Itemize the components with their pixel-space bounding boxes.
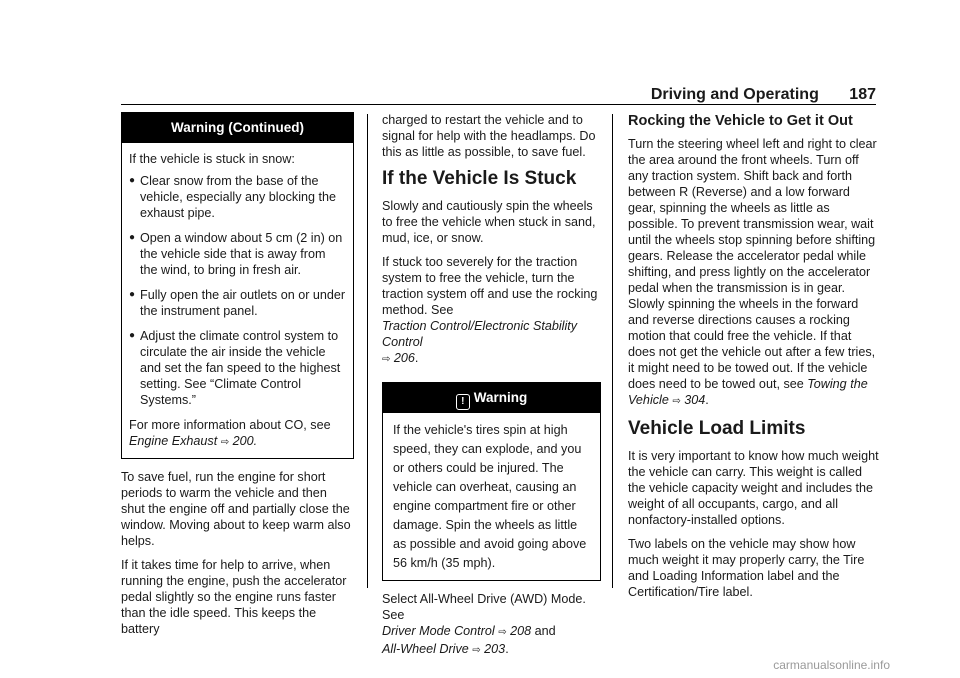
list-item: ● Clear snow from the base of the vehicle, especially any blocking the exhaust pipe.: [129, 174, 337, 220]
watermark: carmanualsonline.info: [773, 658, 890, 672]
list-item: ● Fully open the air outlets on or under the instrument panel.: [129, 288, 346, 318]
warning-title: ! Warning: [383, 383, 600, 413]
battery-paragraph: charged to restart the vehicle and to signal for help with the headlamps. Do this as little as possible, to save fuel.: [382, 113, 596, 159]
awd-paragraph: Select All-Wheel Drive (AWD) Mode. See Driver Mode Control ⇨ 208 and All-Wheel Drive ⇨ 203.: [382, 592, 586, 656]
list-item: ● Open a window about 5 cm (2 in) on the vehicle side that is away from the wind, to bring in fresh air.: [129, 231, 343, 277]
column-3: [628, 112, 879, 608]
bullet-icon: ●: [129, 232, 136, 243]
traction-control-page-ref[interactable]: 206: [393, 351, 415, 365]
stuck-heading: If the Vehicle Is Stuck: [382, 168, 577, 189]
spin-wheels-paragraph: Slowly and cautiously spin the wheels to free the vehicle when stuck in sand, mud, ice, or snow.: [382, 199, 596, 245]
towing-link[interactable]: Towing the Vehicle: [628, 377, 868, 407]
rocking-paragraph: Turn the steering wheel left and right to clear the area around the front wheels. Turn off any traction system. Shift back and forth between R (Reverse) and a low forward gear, spinning the wheels as little as possible. To prevent transmission wear, wait until the wheels stop spinning before shifting gears. Release the accelerator pedal while shifting, and press lightly on the accelerator pedal when the transmission is in gear. Slowly spinning the wheels in the forward and reverse directions causes a rocking motion that could free the vehicle. If that does not get the vehicle out after a few tries, it might need to be towed out. If the vehicle does need to be towed out, see Towing the Vehicle ⇨ 304.: [628, 137, 877, 407]
header-rule: [121, 104, 876, 105]
bullet-icon: ●: [129, 330, 136, 341]
warning-text: If the vehicle's tires spin at high speed, they can explode, and you or others could be injured. The vehicle can overheat, causing an engine compartment fire or other damage. Spin the wheels as little as possible and avoid going above 56 km/h (35 mph).: [393, 423, 587, 570]
co-reference: For more information about CO, see Engine Exhaust ⇨ 200.: [129, 418, 331, 448]
warning-continued-body: [122, 143, 353, 458]
driver-mode-control-link[interactable]: Driver Mode Control: [382, 624, 495, 638]
bullet-icon: ●: [129, 289, 136, 300]
traction-control-link[interactable]: Traction Control/Electronic Stability Control: [382, 319, 578, 349]
rocking-heading: Rocking the Vehicle to Get it Out: [628, 113, 853, 129]
warning-continued-box: [121, 112, 354, 459]
snow-bullet-list: [129, 173, 346, 408]
page-ref-icon: ⇨: [472, 645, 481, 656]
page-header: [651, 86, 876, 104]
column-divider-2: [612, 114, 613, 588]
column-divider-1: [367, 114, 368, 588]
capacity-paragraph: It is very important to know how much weight the vehicle can carry. This weight is called the vehicle capacity weight and includes the weight of all occupants, cargo, and all nonfactory-installed options.: [628, 449, 879, 527]
load-limits-heading: Vehicle Load Limits: [628, 418, 806, 439]
all-wheel-drive-page-ref[interactable]: 203: [484, 642, 506, 656]
column-2: [382, 112, 601, 667]
help-arrive-paragraph: If it takes time for help to arrive, when running the engine, push the accelerator pedal slightly so the engine runs faster than the idle speed. This keeps the battery: [121, 558, 347, 636]
page-ref-icon: ⇨: [498, 627, 507, 638]
towing-page-ref[interactable]: 304: [684, 393, 706, 407]
driver-mode-page-ref[interactable]: 208: [510, 624, 532, 638]
page-ref-icon: ⇨: [220, 437, 230, 448]
all-wheel-drive-link[interactable]: All-Wheel Drive: [382, 642, 469, 656]
warning-box: [382, 382, 601, 581]
list-item: ● Adjust the climate control system to circulate the air inside the vehicle and set the fan speed to the highest setting. See “Climate Control Systems.”: [129, 329, 341, 407]
page-ref-icon: ⇨: [672, 396, 681, 407]
engine-exhaust-link[interactable]: Engine Exhaust: [129, 434, 218, 448]
snow-intro: If the vehicle is stuck in snow:: [129, 152, 295, 166]
traction-paragraph: If stuck too severely for the traction system to free the vehicle, turn the traction system off and use the rocking method. See Traction Control/Electronic Stability Control ⇨ 206.: [382, 255, 598, 365]
page-ref-icon: ⇨: [382, 354, 391, 365]
engine-exhaust-page-ref[interactable]: 200: [232, 434, 254, 448]
bullet-icon: ●: [129, 175, 136, 186]
page-number: 187: [849, 86, 876, 103]
warning-continued-title: Warning (Continued): [122, 113, 353, 143]
warning-icon: !: [456, 394, 470, 410]
labels-paragraph: Two labels on the vehicle may show how much weight it may properly carry, the Tire and Loading Information label and the Certification/Tire label.: [628, 537, 865, 599]
column-1: [121, 112, 354, 645]
section-title: Driving and Operating: [650, 86, 819, 103]
save-fuel-paragraph: To save fuel, run the engine for short periods to warm the vehicle and then shut the engine off and partially close the window. Moving about to keep warm also helps.: [121, 470, 351, 548]
